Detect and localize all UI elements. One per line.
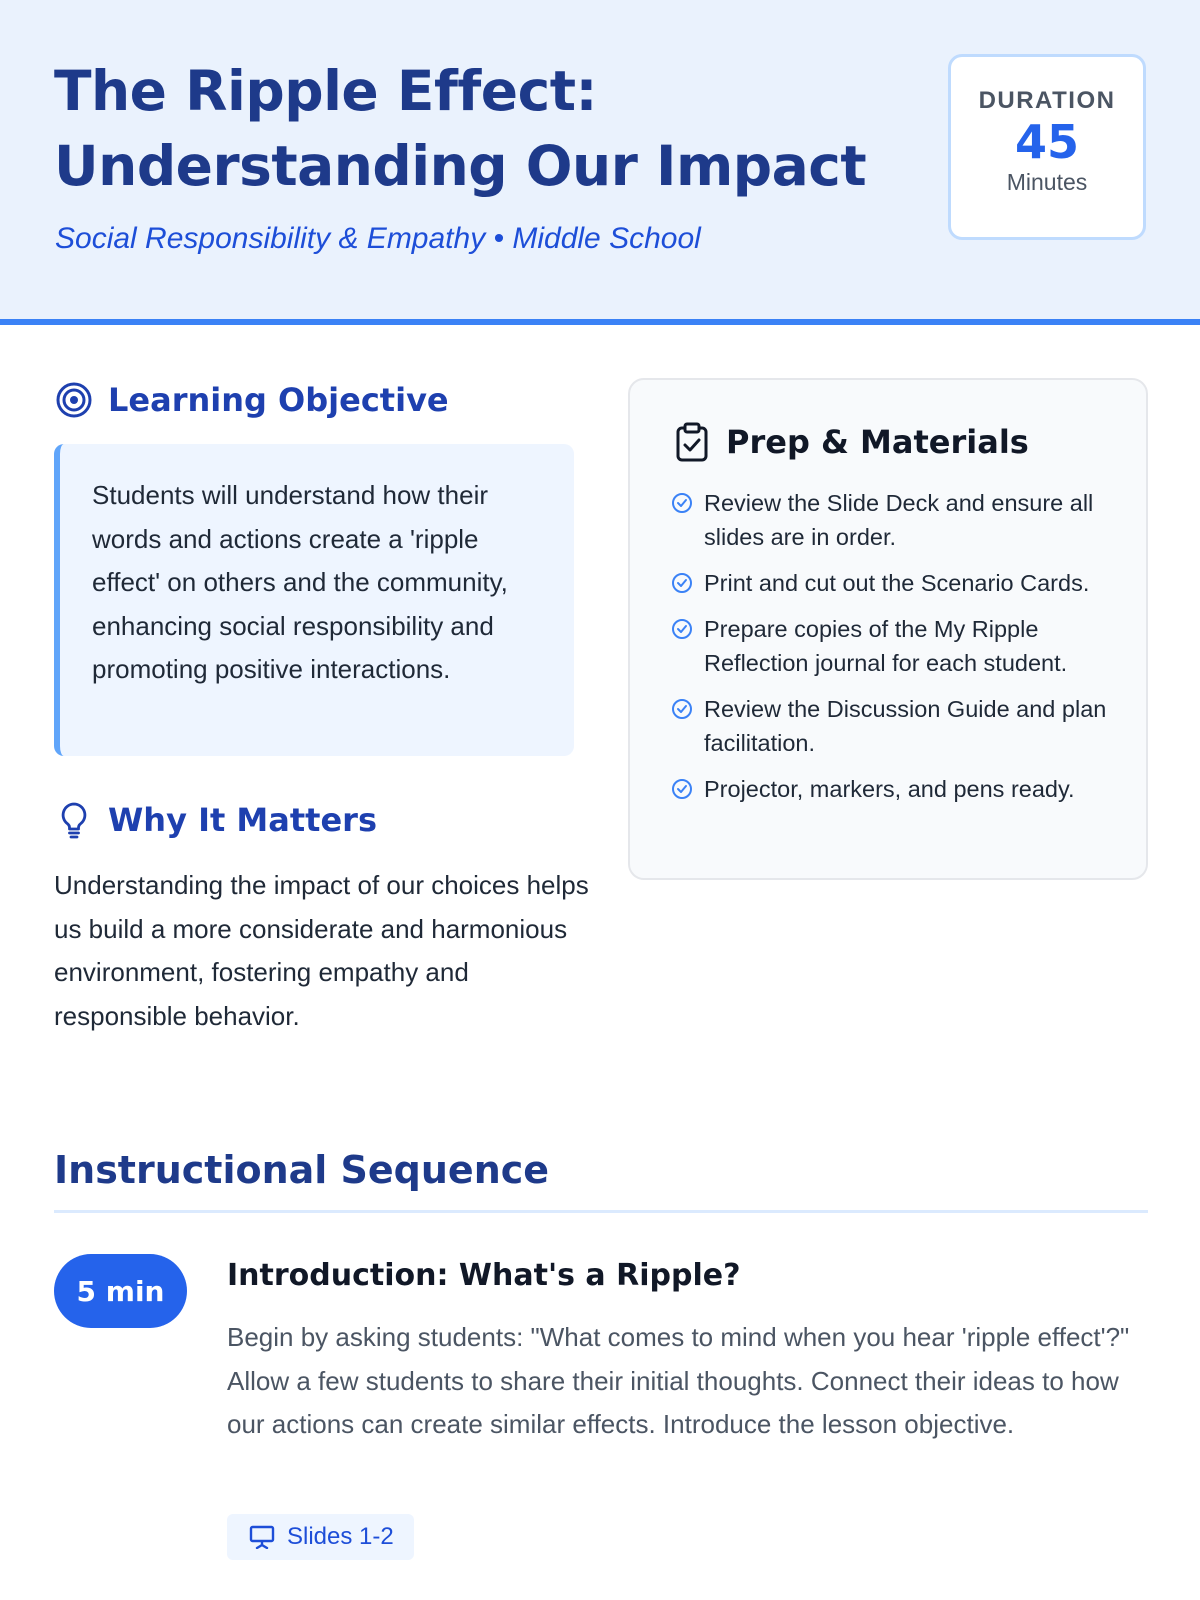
check-circle-icon bbox=[670, 697, 694, 721]
prep-item-text: Prepare copies of the My Ripple Reflection journal for each student. bbox=[704, 616, 1068, 676]
why-text: Understanding the impact of our choices helps us build a more considerate and harmonious environment, fostering empathy and responsible behavior. bbox=[54, 870, 589, 1031]
check-circle-icon bbox=[670, 777, 694, 801]
slides-resource-chip[interactable] bbox=[227, 1514, 414, 1560]
clipboard-check-icon bbox=[672, 422, 712, 462]
prep-heading-text: Prep & Materials bbox=[726, 423, 1029, 461]
prep-item-text: Review the Discussion Guide and plan facilitation. bbox=[704, 696, 1107, 756]
lightbulb-icon bbox=[54, 800, 94, 840]
step-title: Introduction: What's a Ripple? bbox=[227, 1258, 741, 1293]
check-circle-icon bbox=[670, 617, 694, 641]
duration-value: 45 bbox=[1014, 115, 1079, 169]
step-time-badge: 5 min bbox=[54, 1254, 187, 1328]
slides-resource-label: Slides 1-2 bbox=[287, 1523, 394, 1550]
title-line-1: The Ripple Effect: bbox=[54, 59, 597, 123]
prep-item bbox=[670, 486, 1130, 554]
prep-heading bbox=[672, 422, 1029, 462]
why-heading bbox=[54, 800, 377, 840]
duration-label: DURATION bbox=[978, 87, 1116, 114]
prep-materials-card bbox=[628, 378, 1148, 880]
target-icon bbox=[54, 380, 94, 420]
prep-item bbox=[670, 692, 1130, 760]
lesson-header bbox=[0, 0, 1200, 325]
title-line-2: Understanding Our Impact bbox=[54, 134, 867, 198]
prep-item bbox=[670, 772, 1130, 806]
sequence-heading: Instructional Sequence bbox=[54, 1148, 550, 1192]
prep-item-text: Review the Slide Deck and ensure all slides are in order. bbox=[704, 490, 1094, 550]
objective-heading-text: Learning Objective bbox=[108, 381, 449, 419]
duration-unit: Minutes bbox=[1006, 169, 1088, 195]
prep-item bbox=[670, 612, 1130, 680]
sequence-divider bbox=[54, 1210, 1148, 1213]
objective-heading bbox=[54, 380, 449, 420]
prep-item-text: Projector, markers, and pens ready. bbox=[704, 776, 1075, 802]
step-description: Begin by asking students: "What comes to mind when you hear 'ripple effect'?" Allow a few students to share their initial thoughts. Connect their ideas to how our actions can create similar effects. Introduce the lesson objective. bbox=[227, 1322, 1130, 1439]
prep-item-text: Print and cut out the Scenario Cards. bbox=[704, 570, 1090, 596]
lesson-subtitle: Social Responsibility & Empathy • Middle School bbox=[55, 222, 701, 255]
check-circle-icon bbox=[670, 571, 694, 595]
lesson-title bbox=[54, 54, 914, 204]
prep-list bbox=[670, 486, 1130, 818]
presentation-icon bbox=[249, 1525, 275, 1549]
prep-item bbox=[670, 566, 1130, 600]
why-heading-text: Why It Matters bbox=[108, 801, 377, 839]
duration-card bbox=[948, 54, 1146, 240]
check-circle-icon bbox=[670, 491, 694, 515]
objective-text: Students will understand how their words and actions create a 'ripple effect' on others and the community, enhancing social responsibility and promoting positive interactions. bbox=[54, 444, 574, 756]
